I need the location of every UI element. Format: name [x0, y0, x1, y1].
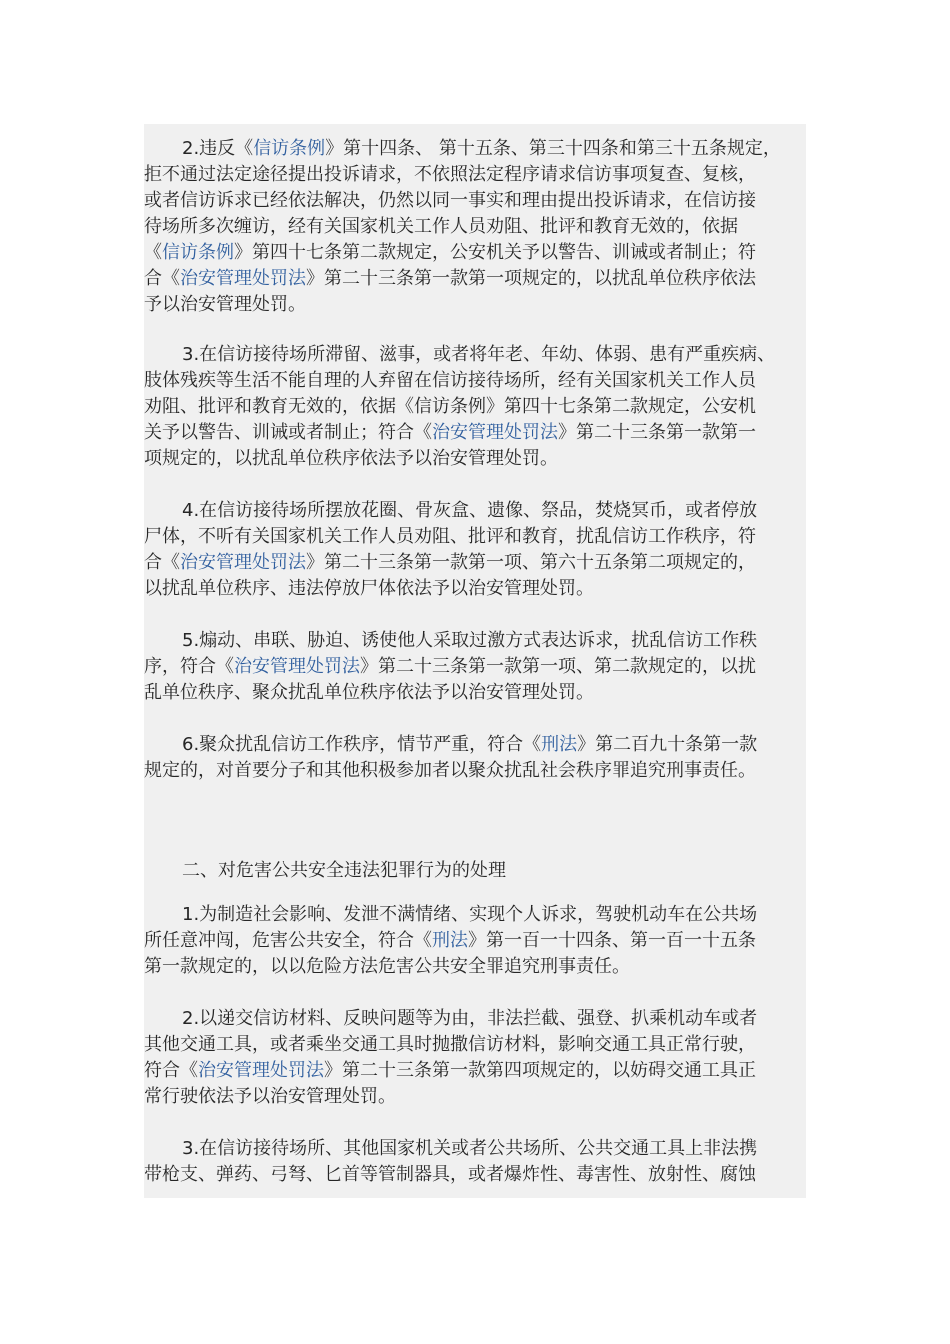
text-segment: 所任意冲闯，危害公共安全，符合《 [144, 930, 432, 951]
text-segment: 3.在信访接待场所滞留、滋事，或者将年老、年幼、体弱、患有严重疾病、 [182, 344, 776, 365]
paragraph [144, 1136, 806, 1188]
text-segment: 待场所多次缠访，经有关国家机关工作人员劝阻、批评和教育无效的，依据 [144, 216, 738, 237]
text-line [144, 1032, 806, 1058]
text-segment: 其他交通工具，或者乘坐交通工具时抛撒信访材料，影响交通工具正常行驶， [144, 1034, 756, 1055]
law-link[interactable]: 信访条例 [162, 242, 234, 263]
text-segment: 肢体残疾等生活不能自理的人弃留在信访接待场所，经有关国家机关工作人员 [144, 370, 756, 391]
text-line [144, 240, 806, 266]
text-segment: 序，符合《 [144, 656, 234, 677]
text-line [144, 188, 806, 214]
law-link[interactable]: 信访条例 [253, 138, 326, 159]
text-segment: 带枪支、弹药、弓弩、匕首等管制器具，或者爆炸性、毒害性、放射性、腐蚀 [144, 1164, 756, 1185]
paragraph [144, 902, 806, 980]
text-line [182, 498, 806, 524]
text-segment: 或者信访诉求已经依法解决，仍然以同一事实和理由提出投诉请求，在信访接 [144, 190, 756, 211]
text-segment: 1.为制造社会影响、发泄不满情绪、实现个人诉求，驾驶机动车在公共场 [182, 904, 758, 925]
text-line [144, 1162, 806, 1188]
text-line [182, 858, 806, 884]
text-line [182, 1136, 806, 1162]
text-segment: 关予以警告、训诫或者制止；符合《 [144, 422, 432, 443]
text-segment: 劝阻、批评和教育无效的，依据《信访条例》第四十七条第二款规定，公安机 [144, 396, 756, 417]
text-segment: 项规定的，以扰乱单位秩序依法予以治安管理处罚。 [144, 448, 558, 469]
law-link[interactable]: 治安管理处罚法 [432, 422, 558, 443]
text-segment: 常行驶依法予以治安管理处罚。 [144, 1086, 396, 1107]
text-line [182, 902, 806, 928]
text-segment: 合《 [144, 268, 180, 289]
text-segment: 2.违反《 [182, 138, 254, 159]
document-page [144, 124, 806, 1198]
text-segment: 以扰乱单位秩序、违法停放尸体依法予以治安管理处罚。 [144, 578, 594, 599]
text-segment: 》第二十三条第一款第一项、第二款规定的，以扰 [360, 656, 756, 677]
text-line [144, 928, 806, 954]
paragraph [144, 498, 806, 602]
text-line [144, 394, 806, 420]
text-segment: 尸体，不听有关国家机关工作人员劝阻、批评和教育，扰乱信访工作秩序，符 [144, 526, 756, 547]
paragraph [144, 732, 806, 784]
text-line [182, 342, 806, 368]
text-line [182, 628, 806, 654]
text-segment: 乱单位秩序、聚众扰乱单位秩序依法予以治安管理处罚。 [144, 682, 594, 703]
section-heading [144, 858, 806, 884]
text-segment: 符合《 [144, 1060, 198, 1081]
paragraph [144, 1006, 806, 1110]
law-link[interactable]: 治安管理处罚法 [198, 1060, 324, 1081]
text-line [182, 1006, 806, 1032]
text-line [144, 162, 806, 188]
text-segment: 》第二十三条第一款第四项规定的，以妨碍交通工具正 [324, 1060, 756, 1081]
text-segment: 予以治安管理处罚。 [144, 294, 306, 315]
law-link[interactable]: 刑法 [432, 930, 468, 951]
paragraph [144, 342, 806, 472]
text-segment: 2.以递交信访材料、反映问题等为由，非法拦截、强登、扒乘机动车或者 [182, 1008, 758, 1029]
text-segment: 第一款规定的，以以危险方法危害公共安全罪追究刑事责任。 [144, 956, 630, 977]
text-segment: 》第二百九十条第一款 [577, 734, 758, 755]
text-segment: 》第一百一十四条、第一百一十五条 [468, 930, 756, 951]
text-line [144, 524, 806, 550]
text-line [144, 368, 806, 394]
text-line [144, 214, 806, 240]
text-line [144, 266, 806, 292]
paragraph [144, 136, 806, 318]
text-line [144, 680, 806, 706]
text-segment: 二、对危害公共安全违法犯罪行为的处理 [182, 860, 506, 881]
text-line [182, 136, 806, 162]
text-line [144, 576, 806, 602]
text-line [144, 758, 806, 784]
text-segment: 6.聚众扰乱信访工作秩序，情节严重，符合《 [182, 734, 542, 755]
text-segment: 》第二十三条第一款第一项规定的，以扰乱单位秩序依法 [306, 268, 756, 289]
text-segment: 》第二十三条第一款第一 [558, 422, 756, 443]
text-line [144, 654, 806, 680]
law-link[interactable]: 治安管理处罚法 [234, 656, 360, 677]
text-segment: 4.在信访接待场所摆放花圈、骨灰盒、遗像、祭品，焚烧冥币，或者停放 [182, 500, 758, 521]
text-segment: 规定的，对首要分子和其他积极参加者以聚众扰乱社会秩序罪追究刑事责任。 [144, 760, 756, 781]
text-line [144, 446, 806, 472]
paragraph [144, 628, 806, 706]
text-line [144, 292, 806, 318]
text-line [144, 1058, 806, 1084]
text-segment: 》第十四条、 第十五条、第三十四条和第三十五条规定， [325, 138, 781, 159]
text-segment: 拒不通过法定途径提出投诉请求，不依照法定程序请求信访事项复查、复核， [144, 164, 756, 185]
law-link[interactable]: 治安管理处罚法 [180, 552, 306, 573]
law-link[interactable]: 刑法 [541, 734, 578, 755]
text-line [144, 954, 806, 980]
text-line [144, 420, 806, 446]
law-link[interactable]: 治安管理处罚法 [180, 268, 306, 289]
text-line [182, 732, 806, 758]
text-segment: 5.煽动、串联、胁迫、诱使他人采取过激方式表达诉求，扰乱信访工作秩 [182, 630, 758, 651]
text-segment: 》第二十三条第一款第一项、第六十五条第二项规定的， [306, 552, 756, 573]
text-segment: 》第四十七条第二款规定，公安机关予以警告、训诫或者制止；符 [234, 242, 756, 263]
text-segment: 《 [144, 242, 162, 263]
text-segment: 3.在信访接待场所、其他国家机关或者公共场所、公共交通工具上非法携 [182, 1138, 758, 1159]
text-segment: 合《 [144, 552, 180, 573]
text-line [144, 550, 806, 576]
text-line [144, 1084, 806, 1110]
